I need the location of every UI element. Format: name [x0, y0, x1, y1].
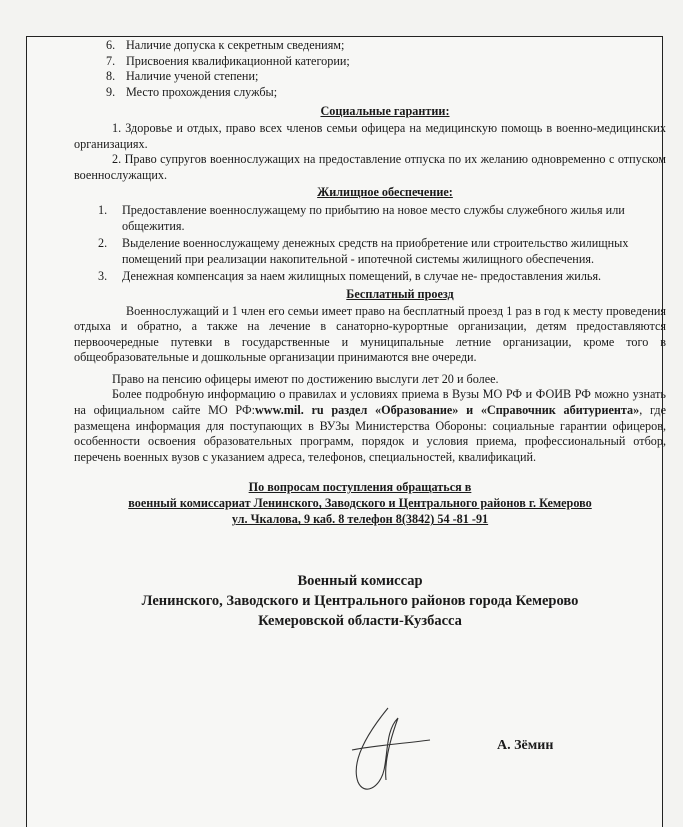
signature-title: Военный комиссар — [297, 573, 423, 590]
list-item: 9. Место прохождения службы; — [106, 84, 278, 99]
list-item: 1. Предоставление военнослужащему по прибытию на новое место службы служебного жилья или общежития. — [98, 202, 625, 233]
housing-list — [74, 203, 666, 285]
signature-block — [50, 571, 670, 631]
social-heading: Социальные гарантии: — [320, 104, 450, 119]
travel-paragraph: Военнослужащий и 1 член его семьи имеет право на бесплатный проезд 1 раз в год к месту проведения отдыха и обратно, а также на лечение в санаторно-курортные организации, детям предоставляются первоочередные путевки в государственные и муниципальные летние организации, кроме того в общеобразовательные и дошкольные организации принимаются вне очереди. — [74, 303, 666, 365]
pension-paragraph: Право на пенсию офицеры имеют по достижению выслуги лет 20 и более. — [112, 371, 499, 386]
signature-region: Кемеровской области-Кузбасса — [258, 613, 462, 630]
contact-line-3: ул. Чкалова, 9 каб. 8 телефон 8(3842) 54 -81 -91 — [231, 512, 489, 527]
list-item: 2. Выделение военнослужащему денежных средств на приобретение или строительство жилищных помещений при реализации накопительной - ипотечной системы жилищного обеспечения. — [98, 236, 629, 266]
requirements-list — [98, 38, 667, 100]
handwritten-signature-icon — [340, 700, 450, 800]
signer-name: А. Зёмин — [497, 738, 554, 753]
travel-heading: Бесплатный проезд — [346, 286, 454, 301]
site-link-text: www.mil. ru раздел «Образование» — [255, 403, 459, 418]
contact-line-2: военный комиссариат Ленинского, Заводского и Центрального районов г. Кемерово — [128, 496, 592, 511]
list-item: 8. Наличие ученой степени; — [106, 69, 259, 84]
info-paragraph: Более подробную информацию о правилах и условиях приема в Вузы МО РФ и ФОИВ РФ можно узнать на официальном сайте МО РФ:www.mil. ru раздел «Образование» и «Справочник абитуриента», где размещена информация для поступающих в ВУЗы Министерства Обороны: социальные гарантии офицеров, особенности освоения образовательных программ, порядок и условия приема, профессиональный отбор, перечень военных вузов с указанием адреса, телефонов, специальностей, квалификаций. — [74, 387, 666, 464]
reference-text: «Справочник абитуриента» — [480, 403, 640, 418]
list-item: 7. Присвоения квалификационной категории; — [106, 53, 350, 68]
social-paragraph-2: 2. Право супругов военнослужащих на предоставление отпуска по их желанию одновременно с отпуском военнослужащих. — [74, 152, 666, 182]
contact-line-1: По вопросам поступления обращаться в — [248, 480, 472, 495]
signature-district: Ленинского, Заводского и Центрального районов города Кемерово — [141, 593, 579, 610]
list-item: 3. Денежная компенсация за наем жилищных помещений, в случае не- предоставления жилья. — [98, 269, 602, 284]
list-item: 6. Наличие допуска к секретным сведениям; — [106, 38, 345, 52]
document-content — [50, 38, 667, 631]
social-paragraph-1: 1. Здоровье и отдых, право всех членов семьи офицера на медицинскую помощь в военно-медицинских организациях. — [74, 120, 666, 151]
contact-block — [50, 479, 670, 527]
housing-heading: Жилищное обеспечение: — [317, 185, 453, 200]
